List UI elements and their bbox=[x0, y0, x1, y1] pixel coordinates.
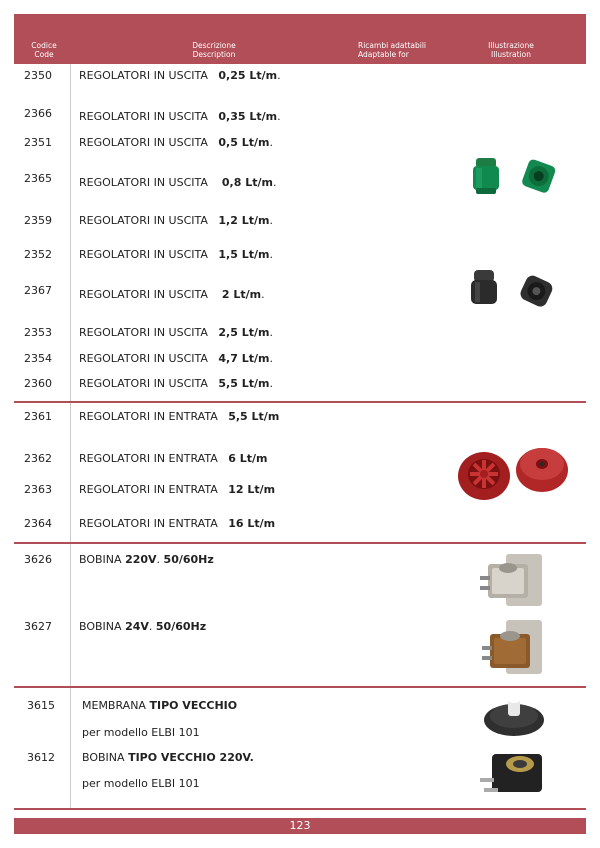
row-code: 2360 bbox=[24, 377, 52, 390]
header-desc-it: Descrizione bbox=[192, 41, 236, 50]
row-value: TIPO VECCHIO 220V. bbox=[128, 751, 254, 764]
row-value: 0,8 Lt/m bbox=[221, 176, 273, 189]
row-code: 2365 bbox=[24, 172, 52, 185]
row-label: REGOLATORI IN USCITA bbox=[79, 288, 208, 301]
row-code: 3627 bbox=[24, 620, 52, 633]
row-label: REGOLATORI IN ENTRATA bbox=[79, 410, 218, 423]
row-description bbox=[79, 517, 275, 530]
row-description bbox=[79, 553, 214, 566]
row-code: 2352 bbox=[24, 248, 52, 261]
row-label: REGOLATORI IN USCITA bbox=[79, 377, 208, 390]
row-code: 2364 bbox=[24, 517, 52, 530]
row-code: 2367 bbox=[24, 284, 52, 297]
header-illus-en: Illustration bbox=[490, 50, 532, 59]
row-suffix: . bbox=[269, 214, 273, 227]
header-desc-en: Description bbox=[192, 50, 236, 59]
coil-24v-image bbox=[478, 616, 548, 682]
page-number: 123 bbox=[14, 818, 586, 834]
red-regulators-image bbox=[452, 440, 572, 504]
row-label: REGOLATORI IN USCITA bbox=[79, 352, 208, 365]
row-label: REGOLATORI IN USCITA bbox=[79, 326, 208, 339]
black-regulators-image bbox=[466, 266, 560, 314]
row-label: BOBINA bbox=[79, 620, 122, 633]
membrane-image bbox=[482, 692, 546, 738]
row-value: 5,5 Lt/m bbox=[228, 410, 280, 423]
header-spare-it: Ricambi adattabili bbox=[358, 41, 426, 50]
row-description bbox=[79, 288, 265, 301]
row-description bbox=[79, 452, 267, 465]
header-spare-en: Adaptable for bbox=[358, 50, 409, 59]
row-label: REGOLATORI IN ENTRATA bbox=[79, 517, 218, 530]
old-coil-image bbox=[476, 748, 550, 804]
header-code-en: Code bbox=[34, 50, 54, 59]
row-description bbox=[79, 410, 279, 423]
row-label: REGOLATORI IN ENTRATA bbox=[79, 483, 218, 496]
row-label: REGOLATORI IN USCITA bbox=[79, 214, 208, 227]
row-value: 2,5 Lt/m bbox=[218, 326, 270, 339]
coil-220v-image bbox=[478, 550, 548, 616]
row-value: 6 Lt/m bbox=[228, 452, 268, 465]
row-value: 16 Lt/m bbox=[228, 517, 276, 530]
green-regulators-image bbox=[466, 152, 560, 200]
row-description bbox=[79, 69, 281, 82]
header-illus-it: Illustrazione bbox=[488, 41, 534, 50]
top-band bbox=[14, 14, 586, 38]
row-code: 2350 bbox=[24, 69, 52, 82]
row-suffix: . bbox=[148, 620, 153, 633]
section-divider-4 bbox=[14, 808, 586, 810]
row-suffix: . bbox=[269, 136, 273, 149]
row-code: 2363 bbox=[24, 483, 52, 496]
row-value: 24V bbox=[125, 620, 149, 633]
row-label: REGOLATORI IN USCITA bbox=[79, 136, 208, 149]
row-code: 3626 bbox=[24, 553, 52, 566]
row-value: 0,35 Lt/m bbox=[218, 110, 278, 123]
row-value: 1,2 Lt/m bbox=[218, 214, 270, 227]
header-spare bbox=[358, 41, 428, 59]
row-suffix: . bbox=[269, 352, 273, 365]
row-value: 1,5 Lt/m bbox=[218, 248, 270, 261]
header-code-it: Codice bbox=[31, 41, 57, 50]
black-regulator-right bbox=[518, 273, 554, 308]
row-label: BOBINA bbox=[79, 553, 122, 566]
row-suffix: . bbox=[156, 553, 161, 566]
row-code: 2362 bbox=[24, 452, 52, 465]
row-code: 3612 bbox=[27, 751, 55, 764]
row-suffix: . bbox=[269, 326, 273, 339]
row-description bbox=[79, 352, 273, 365]
row-label: REGOLATORI IN USCITA bbox=[79, 176, 208, 189]
row-description bbox=[82, 699, 237, 712]
row-code: 2353 bbox=[24, 326, 52, 339]
row-description bbox=[79, 214, 273, 227]
row-value: 12 Lt/m bbox=[228, 483, 276, 496]
header-description bbox=[174, 41, 254, 59]
row-code: 2366 bbox=[24, 107, 52, 120]
row-value: 5,5 Lt/m bbox=[218, 377, 270, 390]
section-divider-3 bbox=[14, 686, 586, 688]
row-description bbox=[79, 620, 206, 633]
header-illustration bbox=[476, 41, 546, 59]
row-value: 0,5 Lt/m bbox=[218, 136, 270, 149]
row-description bbox=[79, 136, 273, 149]
row-label: MEMBRANA bbox=[82, 699, 146, 712]
row-description bbox=[79, 176, 276, 189]
row-description bbox=[79, 377, 273, 390]
row-code: 2361 bbox=[24, 410, 52, 423]
row-code: 2354 bbox=[24, 352, 52, 365]
row-value: TIPO VECCHIO bbox=[149, 699, 238, 712]
row-code: 2351 bbox=[24, 136, 52, 149]
row-label: BOBINA bbox=[82, 751, 125, 764]
row-suffix: . bbox=[272, 176, 277, 189]
black-regulator-left bbox=[471, 270, 497, 304]
row-value: 0,25 Lt/m bbox=[218, 69, 278, 82]
row-description bbox=[79, 326, 273, 339]
row-code: 3615 bbox=[27, 699, 55, 712]
row-tail: 50/60Hz bbox=[163, 553, 214, 566]
table-header bbox=[14, 38, 586, 64]
row-label: REGOLATORI IN USCITA bbox=[79, 248, 208, 261]
row-subtext: per modello ELBI 101 bbox=[82, 777, 200, 790]
row-description bbox=[79, 248, 273, 261]
row-label: REGOLATORI IN ENTRATA bbox=[79, 452, 218, 465]
row-value: 2 Lt/m bbox=[221, 288, 262, 301]
red-regulator-right bbox=[516, 448, 568, 492]
section-divider-2 bbox=[14, 542, 586, 544]
green-regulator-left bbox=[473, 158, 499, 194]
header-code bbox=[26, 41, 62, 59]
row-suffix: . bbox=[277, 69, 281, 82]
row-description bbox=[79, 110, 281, 123]
row-value: 4,7 Lt/m bbox=[218, 352, 270, 365]
red-regulator-left bbox=[458, 452, 510, 500]
row-value: 220V bbox=[125, 553, 157, 566]
section-divider-1 bbox=[14, 401, 586, 403]
row-description bbox=[79, 483, 275, 496]
row-suffix: . bbox=[269, 377, 273, 390]
row-suffix: . bbox=[269, 248, 273, 261]
column-divider bbox=[70, 64, 71, 809]
row-tail: 50/60Hz bbox=[155, 620, 207, 633]
row-code: 2359 bbox=[24, 214, 52, 227]
green-regulator-right bbox=[521, 158, 557, 194]
row-label: REGOLATORI IN USCITA bbox=[79, 69, 208, 82]
row-label: REGOLATORI IN USCITA bbox=[79, 110, 208, 123]
row-suffix: . bbox=[277, 110, 281, 123]
row-description bbox=[82, 751, 254, 764]
row-subtext: per modello ELBI 101 bbox=[82, 726, 200, 739]
row-suffix: . bbox=[261, 288, 265, 301]
